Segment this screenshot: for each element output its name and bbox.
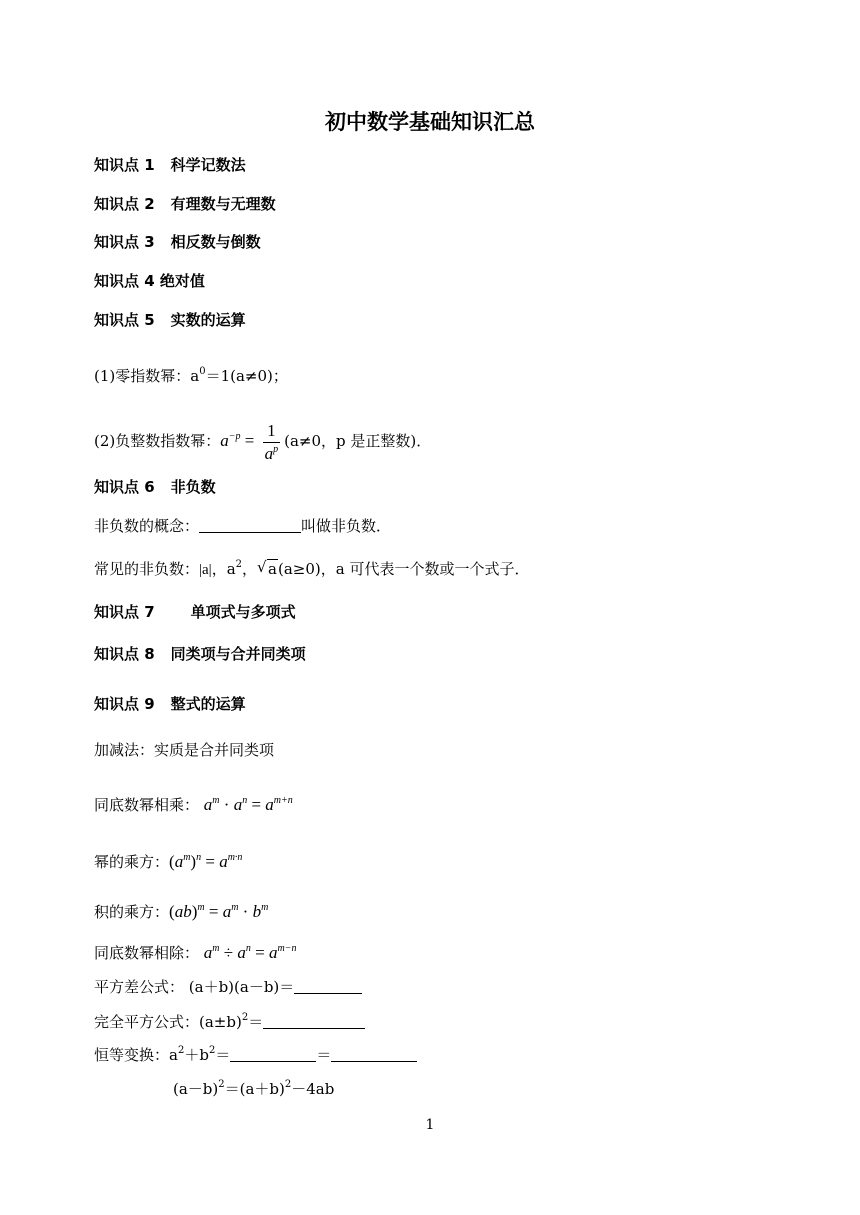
zero-exponent-line: (1)零指数幂：$a^0=1(a\ne 0)$；: [94, 366, 288, 385]
section-label: 知识点 9: [94, 695, 155, 713]
power-of-power-line: 幂的乘方：$(a^m)^n = a^{m\cdot n}$: [94, 852, 243, 871]
section-name: 科学记数法: [170, 156, 246, 174]
blank-line: [199, 518, 301, 533]
section-2-heading: [94, 194, 276, 214]
section-label: 知识点 1: [94, 156, 155, 174]
formula-product: $(ab)^m = a^m \cdot b^m$: [169, 902, 269, 921]
formula-div: $a^m \div a^n = a^{m-n}$: [203, 943, 297, 962]
mult-same-base-line: 同底数幂相乘： $a^m \cdot a^n = a^{m+n}$: [94, 795, 293, 814]
section-8-heading: [94, 644, 306, 664]
page-number: 1: [425, 1117, 435, 1133]
sqrt-symbol: √ a: [259, 559, 278, 579]
section-name: 非负数: [170, 478, 216, 496]
section-9-heading: [94, 694, 246, 714]
section-5-heading: [94, 310, 246, 330]
section-name: 整式的运算: [170, 695, 246, 713]
section-label: 知识点 2: [94, 195, 155, 213]
blank-line: [294, 979, 362, 994]
section-name: 单项式与多项式: [190, 603, 296, 621]
page-title: 初中数学基础知识汇总: [325, 110, 535, 134]
fraction: $\frac{1}{a^p}$: [264, 420, 279, 463]
blank-line: [230, 1047, 316, 1062]
addsub-line: 加减法：实质是合并同类项: [94, 741, 275, 759]
common-nonneg-line: 常见的非负数：|a|，$a^2$，√ a(a≥0)，a 可代表一个数或一个式子．: [94, 559, 529, 580]
section-label: 知识点 5: [94, 311, 155, 329]
nonneg-concept-line: 非负数的概念： 叫做非负数．: [94, 517, 392, 535]
section-label: 知识点 7: [94, 603, 155, 621]
section-label: 知识点 4: [94, 272, 155, 290]
formula-power: $(a^m)^n = a^{m\cdot n}$: [169, 852, 243, 871]
perfect-square-line: 完全平方公式：$(a\pm b)^2=$: [94, 1012, 365, 1032]
section-1-heading: [94, 155, 246, 175]
power-of-product-line: 积的乘方：$(ab)^m = a^m \cdot b^m$: [94, 902, 269, 921]
formula-mult: $a^m \cdot a^n = a^{m+n}$: [203, 795, 293, 814]
section-label: 知识点 6: [94, 478, 155, 496]
section-name: 相反数与倒数: [170, 233, 261, 251]
section-name: 实数的运算: [170, 311, 246, 329]
diff-squares-line: 平方差公式： (a＋b)(a－b)＝: [94, 977, 362, 997]
section-label: 知识点 3: [94, 233, 155, 251]
blank-line: [331, 1047, 417, 1062]
negative-exponent-line: (2)负整数指数幂：$a^{-p}$ = $\frac{1}{a^p}$ (a≠0，p 是正整数)．: [94, 420, 432, 463]
section-7-heading: [94, 602, 296, 622]
section-name: 绝对值: [159, 272, 205, 290]
section-3-heading: [94, 232, 261, 252]
identity-line: 恒等变换：$a^2+b^2=$ ＝: [94, 1045, 417, 1065]
section-label: 知识点 8: [94, 645, 155, 663]
section-6-heading: [94, 477, 216, 497]
blank-line: [263, 1014, 365, 1029]
section-name: 有理数与无理数: [170, 195, 276, 213]
formula-neg-exp: $a^{-p}$: [220, 431, 241, 450]
section-4-heading: [94, 271, 205, 291]
section-name: 同类项与合并同类项: [170, 645, 306, 663]
identity-line-2: $(a-b)^2=(a+b)^2-4ab$: [173, 1079, 335, 1098]
div-same-base-line: 同底数幂相除： $a^m \div a^n = a^{m-n}$: [94, 943, 297, 962]
